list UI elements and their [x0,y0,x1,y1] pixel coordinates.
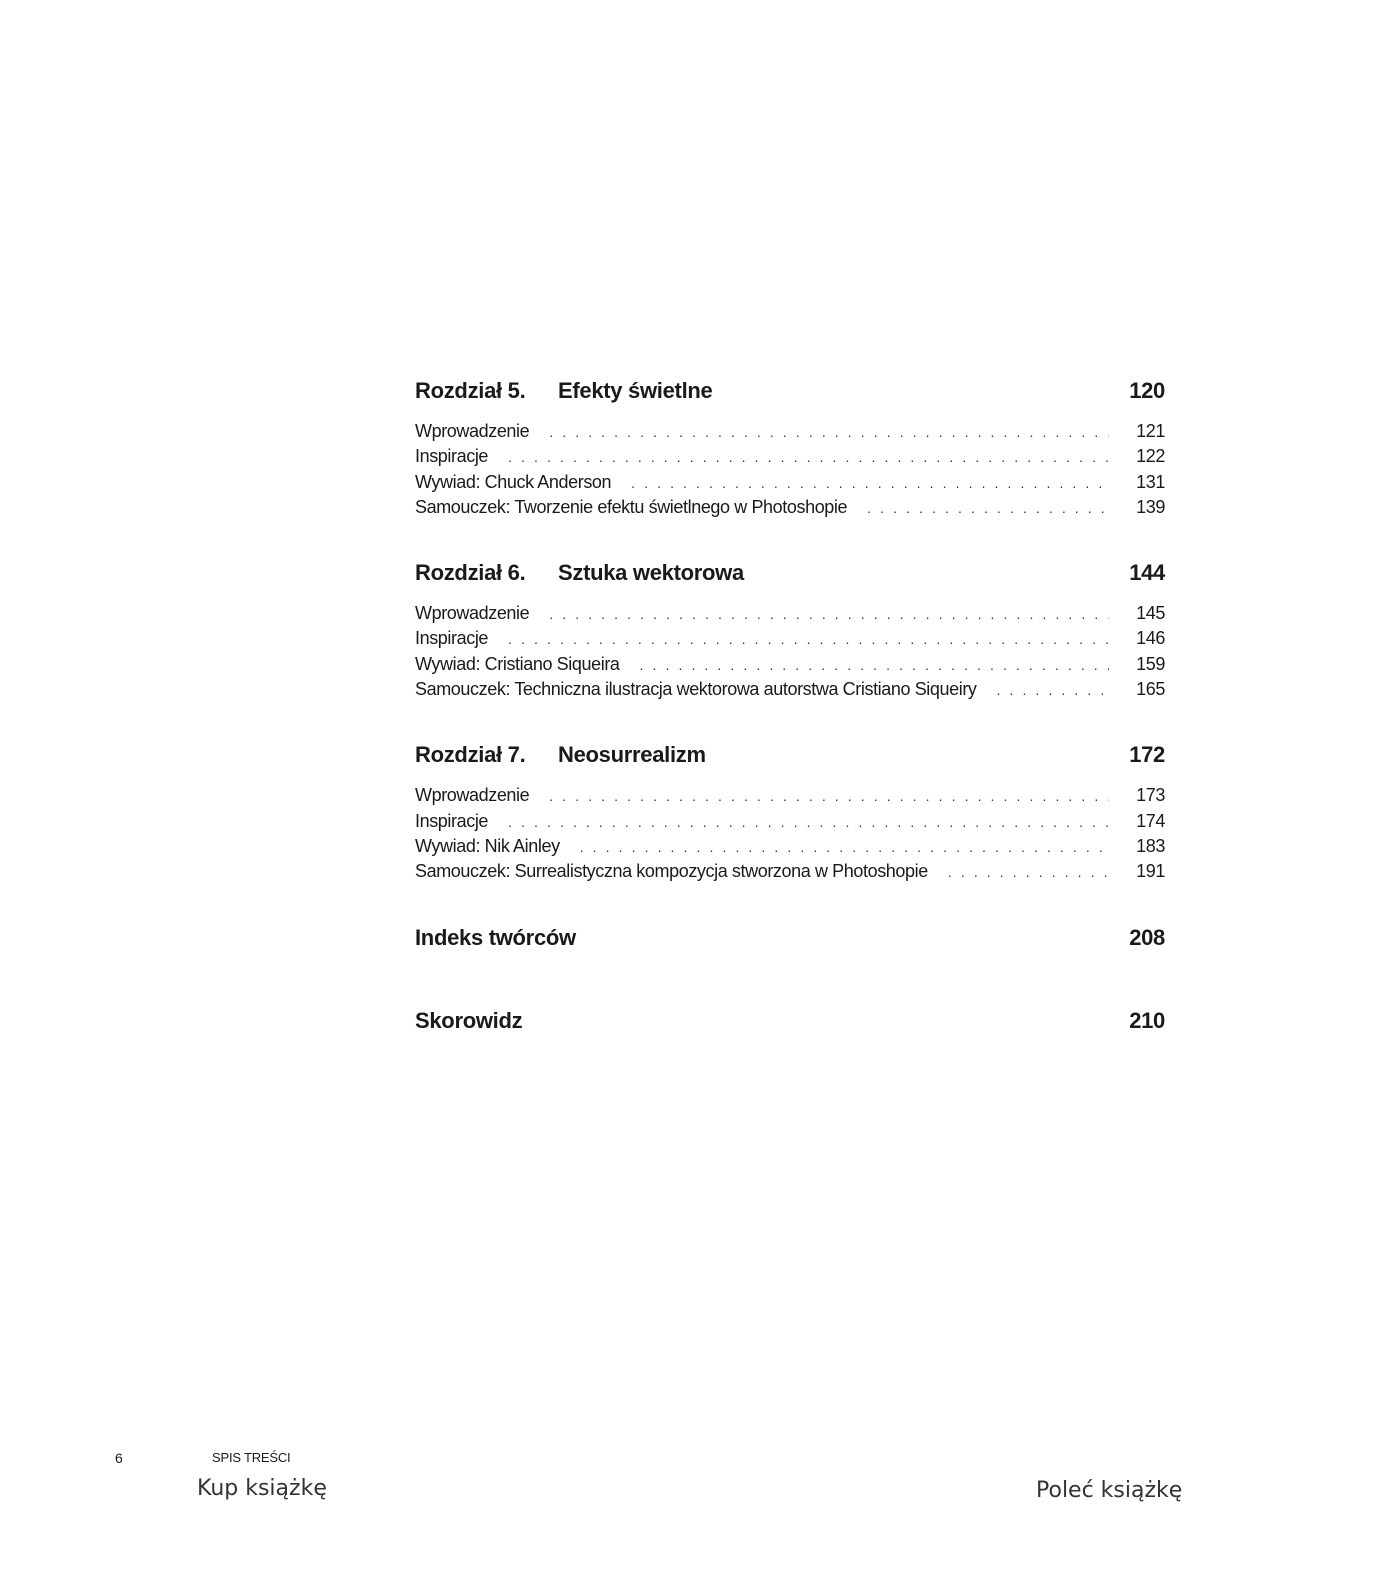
entry-label: Wywiad: Cristiano Siqueira [415,653,620,674]
heading-page-number: 208 [1129,924,1165,950]
chapter-number: Rozdział 5. [415,378,526,403]
toc-entry[interactable] [415,472,1165,497]
toc-entry[interactable] [415,421,1165,446]
dot-leader [948,864,1109,880]
chapter-number: Rozdział 6. [415,560,526,586]
dot-leader [867,500,1109,516]
recommend-book-link[interactable]: Poleć książkę [1036,1478,1183,1503]
entry-page-number: 191 [1136,861,1165,882]
entry-label: Wprowadzenie [415,785,530,806]
section-gap [415,704,1165,742]
dot-leader [549,424,1109,440]
chapter-6 [415,560,1165,704]
dot-leader [997,682,1109,698]
dot-leader [508,814,1109,830]
chapter-heading[interactable] [415,742,1165,776]
entry-label: Wywiad: Chuck Anderson [415,471,612,492]
footer-page-number: 6 [115,1450,123,1466]
toc-entry[interactable] [415,861,1165,886]
toc-heading-index[interactable] [415,1008,1165,1042]
entry-label: Inspiracje [415,446,489,467]
entry-label: Wprowadzenie [415,421,530,441]
chapter-number: Rozdział 7. [415,742,526,768]
buy-book-link[interactable]: Kup książkę [197,1476,327,1501]
dot-leader [508,631,1109,647]
toc-entry[interactable] [415,446,1165,471]
chapter-entries [415,785,1165,886]
entry-label: Wprowadzenie [415,603,530,624]
entry-label: Inspiracje [415,810,489,831]
chapter-heading[interactable] [415,560,1165,594]
heading-title: Skorowidz [415,1007,523,1033]
toc-entry[interactable] [415,811,1165,836]
dot-leader [549,606,1109,622]
entry-label: Wywiad: Nik Ainley [415,835,560,856]
toc-entry[interactable] [415,497,1165,522]
entry-label: Inspiracje [415,628,489,649]
chapter-7 [415,742,1165,886]
entry-page-number: 122 [1136,446,1165,467]
entry-label: Samouczek: Surrealistyczna kompozycja stworzona w Photoshopie [415,861,928,882]
chapter-heading[interactable] [415,378,1165,412]
entry-page-number: 121 [1136,421,1165,441]
entry-page-number: 174 [1136,810,1165,831]
dot-leader [508,449,1109,465]
entry-page-number: 165 [1136,679,1165,700]
chapter-page-number: 120 [1129,378,1165,403]
chapter-title: Efekty świetlne [558,378,713,403]
entry-page-number: 183 [1136,835,1165,856]
chapter-entries [415,603,1165,704]
entry-page-number: 131 [1136,471,1165,492]
entry-page-number: 146 [1136,628,1165,649]
toc-entry[interactable] [415,679,1165,704]
dot-leader [640,657,1109,673]
toc-entry[interactable] [415,654,1165,679]
toc-heading-artist-index[interactable] [415,925,1165,959]
toc-entry[interactable] [415,785,1165,810]
chapter-page-number: 172 [1129,742,1165,768]
entry-label: Samouczek: Techniczna ilustracja wektorowa autorstwa Cristiano Siqueiry [415,679,977,700]
chapter-page-number: 144 [1129,560,1165,586]
heading-page-number: 210 [1129,1007,1165,1033]
toc-entry[interactable] [415,836,1165,861]
heading-title: Indeks twórców [415,924,576,950]
section-gap [415,959,1165,1008]
chapter-title: Sztuka wektorowa [558,560,744,586]
entry-page-number: 159 [1136,653,1165,674]
chapter-entries [415,421,1165,522]
toc-entry[interactable] [415,603,1165,628]
chapter-5 [415,378,1165,522]
table-of-contents [415,378,1165,1042]
entry-page-number: 145 [1136,603,1165,624]
toc-entry[interactable] [415,628,1165,653]
entry-page-number: 173 [1136,785,1165,806]
footer-section-title: SPIS TREŚCI [212,1450,291,1465]
dot-leader [580,839,1109,855]
entry-label: Samouczek: Tworzenie efektu świetlnego w Photoshopie [415,496,848,517]
chapter-title: Neosurrealizm [558,742,706,768]
entry-page-number: 139 [1136,496,1165,517]
dot-leader [549,788,1109,804]
section-gap [415,522,1165,560]
section-gap [415,887,1165,925]
dot-leader [631,475,1109,491]
